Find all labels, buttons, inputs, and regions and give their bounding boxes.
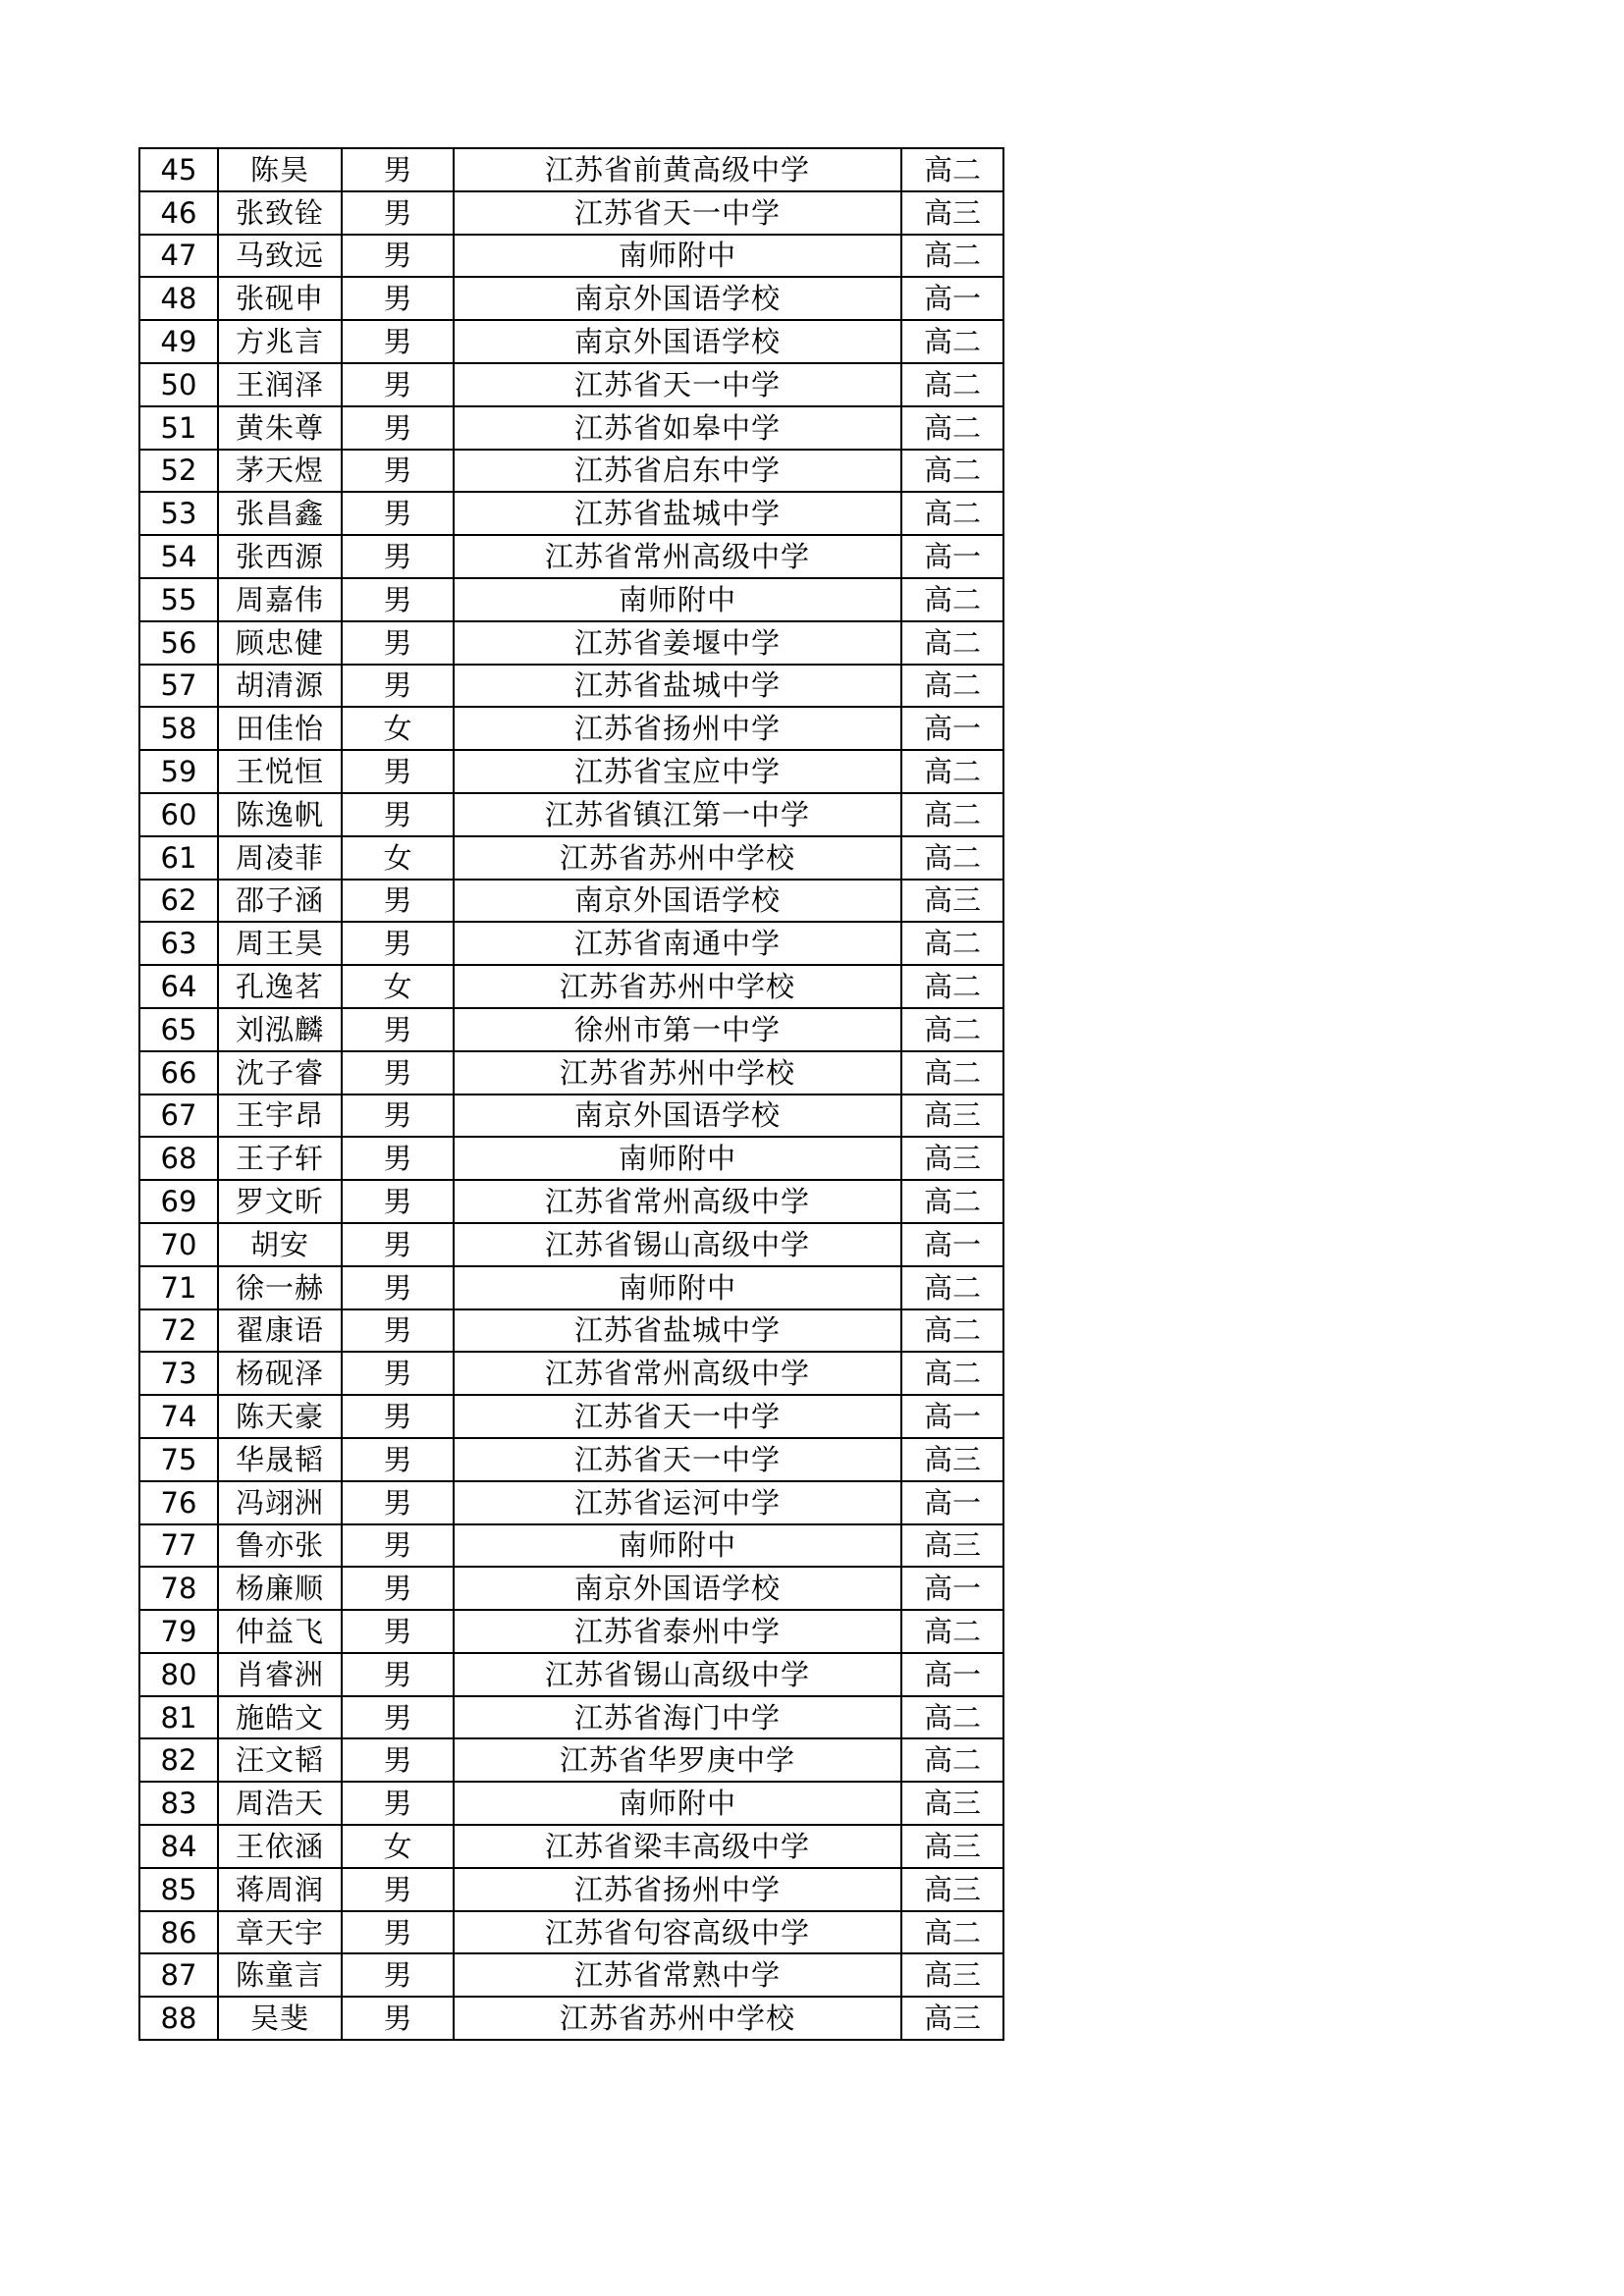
grade-level-cell: 高二 bbox=[901, 450, 1003, 493]
school-name-cell: 江苏省运河中学 bbox=[454, 1481, 901, 1524]
grade-level-cell: 高一 bbox=[901, 277, 1003, 320]
grade-level-cell: 高三 bbox=[901, 1825, 1003, 1868]
grade-level-cell: 高一 bbox=[901, 1395, 1003, 1438]
table-row bbox=[139, 1395, 1003, 1438]
grade-level-cell: 高二 bbox=[901, 492, 1003, 535]
grade-level-cell: 高三 bbox=[901, 1438, 1003, 1481]
row-number-cell: 77 bbox=[139, 1524, 218, 1568]
grade-level-cell: 高三 bbox=[901, 191, 1003, 235]
row-number-cell: 47 bbox=[139, 235, 218, 278]
table-row bbox=[139, 1008, 1003, 1051]
student-name-cell: 王依涵 bbox=[218, 1825, 342, 1868]
gender-cell: 男 bbox=[342, 1911, 454, 1954]
table-row bbox=[139, 1438, 1003, 1481]
school-name-cell: 徐州市第一中学 bbox=[454, 1008, 901, 1051]
student-name-cell: 王悦恒 bbox=[218, 750, 342, 793]
gender-cell: 男 bbox=[342, 406, 454, 450]
table-row bbox=[139, 535, 1003, 578]
row-number-cell: 73 bbox=[139, 1352, 218, 1395]
student-name-cell: 王宇昂 bbox=[218, 1095, 342, 1138]
school-name-cell: 江苏省常州高级中学 bbox=[454, 535, 901, 578]
gender-cell: 男 bbox=[342, 1137, 454, 1180]
table-row bbox=[139, 836, 1003, 880]
student-name-cell: 孔逸茗 bbox=[218, 965, 342, 1008]
row-number-cell: 80 bbox=[139, 1653, 218, 1696]
school-name-cell: 江苏省常熟中学 bbox=[454, 1953, 901, 1997]
gender-cell: 男 bbox=[342, 450, 454, 493]
table-row bbox=[139, 1610, 1003, 1653]
row-number-cell: 79 bbox=[139, 1610, 218, 1653]
row-number-cell: 63 bbox=[139, 922, 218, 965]
row-number-cell: 85 bbox=[139, 1868, 218, 1911]
school-name-cell: 南师附中 bbox=[454, 1524, 901, 1568]
gender-cell: 男 bbox=[342, 363, 454, 406]
gender-cell: 男 bbox=[342, 235, 454, 278]
school-name-cell: 江苏省常州高级中学 bbox=[454, 1180, 901, 1223]
school-name-cell: 江苏省天一中学 bbox=[454, 191, 901, 235]
row-number-cell: 87 bbox=[139, 1953, 218, 1997]
student-name-cell: 章天宇 bbox=[218, 1911, 342, 1954]
student-name-cell: 施皓文 bbox=[218, 1696, 342, 1739]
school-name-cell: 江苏省扬州中学 bbox=[454, 1868, 901, 1911]
gender-cell: 男 bbox=[342, 1610, 454, 1653]
table-row bbox=[139, 922, 1003, 965]
table-row bbox=[139, 1309, 1003, 1353]
gender-cell: 男 bbox=[342, 1395, 454, 1438]
table-row bbox=[139, 320, 1003, 363]
gender-cell: 女 bbox=[342, 707, 454, 750]
row-number-cell: 46 bbox=[139, 191, 218, 235]
school-name-cell: 南京外国语学校 bbox=[454, 277, 901, 320]
grade-level-cell: 高二 bbox=[901, 1008, 1003, 1051]
school-name-cell: 江苏省苏州中学校 bbox=[454, 1051, 901, 1095]
grade-level-cell: 高三 bbox=[901, 1137, 1003, 1180]
student-name-cell: 邵子涵 bbox=[218, 880, 342, 923]
row-number-cell: 60 bbox=[139, 793, 218, 836]
gender-cell: 男 bbox=[342, 578, 454, 621]
grade-level-cell: 高二 bbox=[901, 148, 1003, 191]
row-number-cell: 62 bbox=[139, 880, 218, 923]
row-number-cell: 78 bbox=[139, 1567, 218, 1610]
gender-cell: 男 bbox=[342, 148, 454, 191]
table-row bbox=[139, 965, 1003, 1008]
row-number-cell: 49 bbox=[139, 320, 218, 363]
row-number-cell: 81 bbox=[139, 1696, 218, 1739]
table-row bbox=[139, 406, 1003, 450]
school-name-cell: 江苏省苏州中学校 bbox=[454, 836, 901, 880]
row-number-cell: 71 bbox=[139, 1266, 218, 1309]
student-name-cell: 蒋周润 bbox=[218, 1868, 342, 1911]
table-row bbox=[139, 1137, 1003, 1180]
gender-cell: 男 bbox=[342, 1782, 454, 1825]
table-row bbox=[139, 793, 1003, 836]
school-name-cell: 南师附中 bbox=[454, 1782, 901, 1825]
grade-level-cell: 高二 bbox=[901, 1610, 1003, 1653]
gender-cell: 男 bbox=[342, 1352, 454, 1395]
school-name-cell: 南京外国语学校 bbox=[454, 1095, 901, 1138]
gender-cell: 男 bbox=[342, 793, 454, 836]
student-name-cell: 陈天豪 bbox=[218, 1395, 342, 1438]
row-number-cell: 57 bbox=[139, 665, 218, 708]
student-name-cell: 罗文昕 bbox=[218, 1180, 342, 1223]
school-name-cell: 南京外国语学校 bbox=[454, 1567, 901, 1610]
gender-cell: 男 bbox=[342, 1524, 454, 1568]
student-name-cell: 胡清源 bbox=[218, 665, 342, 708]
row-number-cell: 65 bbox=[139, 1008, 218, 1051]
school-name-cell: 江苏省天一中学 bbox=[454, 1395, 901, 1438]
student-name-cell: 沈子睿 bbox=[218, 1051, 342, 1095]
gender-cell: 男 bbox=[342, 665, 454, 708]
grade-level-cell: 高二 bbox=[901, 1180, 1003, 1223]
gender-cell: 男 bbox=[342, 1438, 454, 1481]
row-number-cell: 45 bbox=[139, 148, 218, 191]
row-number-cell: 86 bbox=[139, 1911, 218, 1954]
table-row bbox=[139, 880, 1003, 923]
row-number-cell: 74 bbox=[139, 1395, 218, 1438]
school-name-cell: 江苏省天一中学 bbox=[454, 363, 901, 406]
student-name-cell: 徐一赫 bbox=[218, 1266, 342, 1309]
table-row bbox=[139, 1953, 1003, 1997]
table-row bbox=[139, 1095, 1003, 1138]
table-row bbox=[139, 578, 1003, 621]
school-name-cell: 南师附中 bbox=[454, 578, 901, 621]
participant-table-body bbox=[139, 148, 1003, 2040]
grade-level-cell: 高三 bbox=[901, 1868, 1003, 1911]
table-row bbox=[139, 363, 1003, 406]
grade-level-cell: 高二 bbox=[901, 793, 1003, 836]
row-number-cell: 70 bbox=[139, 1223, 218, 1266]
table-row bbox=[139, 1782, 1003, 1825]
grade-level-cell: 高二 bbox=[901, 1352, 1003, 1395]
student-name-cell: 田佳怡 bbox=[218, 707, 342, 750]
grade-level-cell: 高一 bbox=[901, 535, 1003, 578]
student-name-cell: 周浩天 bbox=[218, 1782, 342, 1825]
table-row bbox=[139, 1567, 1003, 1610]
school-name-cell: 江苏省梁丰高级中学 bbox=[454, 1825, 901, 1868]
row-number-cell: 61 bbox=[139, 836, 218, 880]
gender-cell: 男 bbox=[342, 535, 454, 578]
school-name-cell: 江苏省泰州中学 bbox=[454, 1610, 901, 1653]
student-name-cell: 汪文韬 bbox=[218, 1738, 342, 1782]
row-number-cell: 75 bbox=[139, 1438, 218, 1481]
student-name-cell: 周嘉伟 bbox=[218, 578, 342, 621]
gender-cell: 男 bbox=[342, 1481, 454, 1524]
grade-level-cell: 高二 bbox=[901, 363, 1003, 406]
grade-level-cell: 高二 bbox=[901, 621, 1003, 665]
grade-level-cell: 高一 bbox=[901, 1653, 1003, 1696]
gender-cell: 男 bbox=[342, 1180, 454, 1223]
student-name-cell: 王子轩 bbox=[218, 1137, 342, 1180]
table-row bbox=[139, 277, 1003, 320]
grade-level-cell: 高二 bbox=[901, 1266, 1003, 1309]
gender-cell: 男 bbox=[342, 191, 454, 235]
table-row bbox=[139, 1868, 1003, 1911]
student-name-cell: 杨廉顺 bbox=[218, 1567, 342, 1610]
gender-cell: 男 bbox=[342, 922, 454, 965]
school-name-cell: 江苏省苏州中学校 bbox=[454, 965, 901, 1008]
gender-cell: 男 bbox=[342, 1309, 454, 1353]
student-name-cell: 张西源 bbox=[218, 535, 342, 578]
student-name-cell: 陈逸帆 bbox=[218, 793, 342, 836]
grade-level-cell: 高二 bbox=[901, 922, 1003, 965]
table-row bbox=[139, 1653, 1003, 1696]
table-row bbox=[139, 235, 1003, 278]
student-name-cell: 陈童言 bbox=[218, 1953, 342, 1997]
grade-level-cell: 高三 bbox=[901, 1095, 1003, 1138]
row-number-cell: 54 bbox=[139, 535, 218, 578]
table-row bbox=[139, 1223, 1003, 1266]
school-name-cell: 江苏省姜堰中学 bbox=[454, 621, 901, 665]
school-name-cell: 江苏省锡山高级中学 bbox=[454, 1653, 901, 1696]
row-number-cell: 52 bbox=[139, 450, 218, 493]
school-name-cell: 江苏省镇江第一中学 bbox=[454, 793, 901, 836]
school-name-cell: 南师附中 bbox=[454, 1137, 901, 1180]
grade-level-cell: 高二 bbox=[901, 1051, 1003, 1095]
table-row bbox=[139, 1352, 1003, 1395]
gender-cell: 男 bbox=[342, 1008, 454, 1051]
student-name-cell: 黄朱尊 bbox=[218, 406, 342, 450]
row-number-cell: 76 bbox=[139, 1481, 218, 1524]
school-name-cell: 江苏省启东中学 bbox=[454, 450, 901, 493]
gender-cell: 女 bbox=[342, 1825, 454, 1868]
school-name-cell: 南京外国语学校 bbox=[454, 320, 901, 363]
table-row bbox=[139, 148, 1003, 191]
row-number-cell: 88 bbox=[139, 1997, 218, 2040]
gender-cell: 男 bbox=[342, 320, 454, 363]
student-name-cell: 胡安 bbox=[218, 1223, 342, 1266]
student-name-cell: 冯翊洲 bbox=[218, 1481, 342, 1524]
table-row bbox=[139, 1266, 1003, 1309]
student-name-cell: 茅天煜 bbox=[218, 450, 342, 493]
school-name-cell: 江苏省句容高级中学 bbox=[454, 1911, 901, 1954]
school-name-cell: 江苏省盐城中学 bbox=[454, 492, 901, 535]
gender-cell: 男 bbox=[342, 1653, 454, 1696]
grade-level-cell: 高二 bbox=[901, 406, 1003, 450]
table-row bbox=[139, 1481, 1003, 1524]
row-number-cell: 82 bbox=[139, 1738, 218, 1782]
table-row bbox=[139, 492, 1003, 535]
gender-cell: 男 bbox=[342, 750, 454, 793]
gender-cell: 男 bbox=[342, 1997, 454, 2040]
gender-cell: 男 bbox=[342, 880, 454, 923]
student-name-cell: 仲益飞 bbox=[218, 1610, 342, 1653]
student-name-cell: 杨砚泽 bbox=[218, 1352, 342, 1395]
student-name-cell: 肖睿洲 bbox=[218, 1653, 342, 1696]
student-name-cell: 华晟韬 bbox=[218, 1438, 342, 1481]
row-number-cell: 67 bbox=[139, 1095, 218, 1138]
table-row bbox=[139, 1696, 1003, 1739]
gender-cell: 男 bbox=[342, 277, 454, 320]
row-number-cell: 59 bbox=[139, 750, 218, 793]
row-number-cell: 72 bbox=[139, 1309, 218, 1353]
grade-level-cell: 高三 bbox=[901, 880, 1003, 923]
row-number-cell: 64 bbox=[139, 965, 218, 1008]
row-number-cell: 50 bbox=[139, 363, 218, 406]
school-name-cell: 江苏省苏州中学校 bbox=[454, 1997, 901, 2040]
school-name-cell: 江苏省常州高级中学 bbox=[454, 1352, 901, 1395]
school-name-cell: 江苏省天一中学 bbox=[454, 1438, 901, 1481]
school-name-cell: 江苏省海门中学 bbox=[454, 1696, 901, 1739]
school-name-cell: 江苏省盐城中学 bbox=[454, 1309, 901, 1353]
gender-cell: 男 bbox=[342, 1223, 454, 1266]
row-number-cell: 83 bbox=[139, 1782, 218, 1825]
gender-cell: 男 bbox=[342, 1738, 454, 1782]
student-name-cell: 陈昊 bbox=[218, 148, 342, 191]
grade-level-cell: 高一 bbox=[901, 1567, 1003, 1610]
row-number-cell: 84 bbox=[139, 1825, 218, 1868]
row-number-cell: 58 bbox=[139, 707, 218, 750]
school-name-cell: 南师附中 bbox=[454, 1266, 901, 1309]
table-row bbox=[139, 1738, 1003, 1782]
grade-level-cell: 高二 bbox=[901, 320, 1003, 363]
gender-cell: 男 bbox=[342, 1868, 454, 1911]
gender-cell: 男 bbox=[342, 621, 454, 665]
gender-cell: 男 bbox=[342, 1051, 454, 1095]
grade-level-cell: 高二 bbox=[901, 1309, 1003, 1353]
student-name-cell: 周凌菲 bbox=[218, 836, 342, 880]
table-row bbox=[139, 191, 1003, 235]
table-row bbox=[139, 621, 1003, 665]
student-name-cell: 周王昊 bbox=[218, 922, 342, 965]
table-row bbox=[139, 1911, 1003, 1954]
gender-cell: 女 bbox=[342, 836, 454, 880]
table-row bbox=[139, 1051, 1003, 1095]
grade-level-cell: 高三 bbox=[901, 1953, 1003, 1997]
grade-level-cell: 高三 bbox=[901, 1524, 1003, 1568]
grade-level-cell: 高二 bbox=[901, 578, 1003, 621]
student-name-cell: 方兆言 bbox=[218, 320, 342, 363]
table-row bbox=[139, 1180, 1003, 1223]
grade-level-cell: 高三 bbox=[901, 1782, 1003, 1825]
grade-level-cell: 高一 bbox=[901, 1223, 1003, 1266]
school-name-cell: 南师附中 bbox=[454, 235, 901, 278]
school-name-cell: 江苏省南通中学 bbox=[454, 922, 901, 965]
grade-level-cell: 高二 bbox=[901, 1696, 1003, 1739]
grade-level-cell: 高一 bbox=[901, 1481, 1003, 1524]
grade-level-cell: 高二 bbox=[901, 836, 1003, 880]
table-row bbox=[139, 750, 1003, 793]
table-row bbox=[139, 450, 1003, 493]
student-name-cell: 吴斐 bbox=[218, 1997, 342, 2040]
row-number-cell: 48 bbox=[139, 277, 218, 320]
student-name-cell: 顾忠健 bbox=[218, 621, 342, 665]
student-name-cell: 马致远 bbox=[218, 235, 342, 278]
school-name-cell: 江苏省宝应中学 bbox=[454, 750, 901, 793]
participant-table bbox=[138, 147, 1004, 2041]
row-number-cell: 66 bbox=[139, 1051, 218, 1095]
row-number-cell: 51 bbox=[139, 406, 218, 450]
student-name-cell: 翟康语 bbox=[218, 1309, 342, 1353]
grade-level-cell: 高二 bbox=[901, 1911, 1003, 1954]
student-name-cell: 王润泽 bbox=[218, 363, 342, 406]
row-number-cell: 53 bbox=[139, 492, 218, 535]
grade-level-cell: 高二 bbox=[901, 235, 1003, 278]
table-row bbox=[139, 1997, 1003, 2040]
student-name-cell: 张昌鑫 bbox=[218, 492, 342, 535]
school-name-cell: 江苏省华罗庚中学 bbox=[454, 1738, 901, 1782]
school-name-cell: 江苏省如皋中学 bbox=[454, 406, 901, 450]
gender-cell: 男 bbox=[342, 1953, 454, 1997]
school-name-cell: 江苏省扬州中学 bbox=[454, 707, 901, 750]
row-number-cell: 55 bbox=[139, 578, 218, 621]
gender-cell: 男 bbox=[342, 1567, 454, 1610]
table-row bbox=[139, 1524, 1003, 1568]
grade-level-cell: 高二 bbox=[901, 750, 1003, 793]
gender-cell: 男 bbox=[342, 1266, 454, 1309]
school-name-cell: 江苏省前黄高级中学 bbox=[454, 148, 901, 191]
gender-cell: 女 bbox=[342, 965, 454, 1008]
grade-level-cell: 高二 bbox=[901, 1738, 1003, 1782]
school-name-cell: 江苏省锡山高级中学 bbox=[454, 1223, 901, 1266]
grade-level-cell: 高三 bbox=[901, 1997, 1003, 2040]
row-number-cell: 68 bbox=[139, 1137, 218, 1180]
gender-cell: 男 bbox=[342, 1696, 454, 1739]
grade-level-cell: 高一 bbox=[901, 707, 1003, 750]
student-name-cell: 鲁亦张 bbox=[218, 1524, 342, 1568]
table-row bbox=[139, 1825, 1003, 1868]
school-name-cell: 江苏省盐城中学 bbox=[454, 665, 901, 708]
grade-level-cell: 高二 bbox=[901, 965, 1003, 1008]
table-row bbox=[139, 707, 1003, 750]
table-row bbox=[139, 665, 1003, 708]
school-name-cell: 南京外国语学校 bbox=[454, 880, 901, 923]
student-name-cell: 张砚申 bbox=[218, 277, 342, 320]
student-name-cell: 刘泓麟 bbox=[218, 1008, 342, 1051]
row-number-cell: 56 bbox=[139, 621, 218, 665]
gender-cell: 男 bbox=[342, 1095, 454, 1138]
gender-cell: 男 bbox=[342, 492, 454, 535]
row-number-cell: 69 bbox=[139, 1180, 218, 1223]
student-name-cell: 张致铨 bbox=[218, 191, 342, 235]
grade-level-cell: 高二 bbox=[901, 665, 1003, 708]
